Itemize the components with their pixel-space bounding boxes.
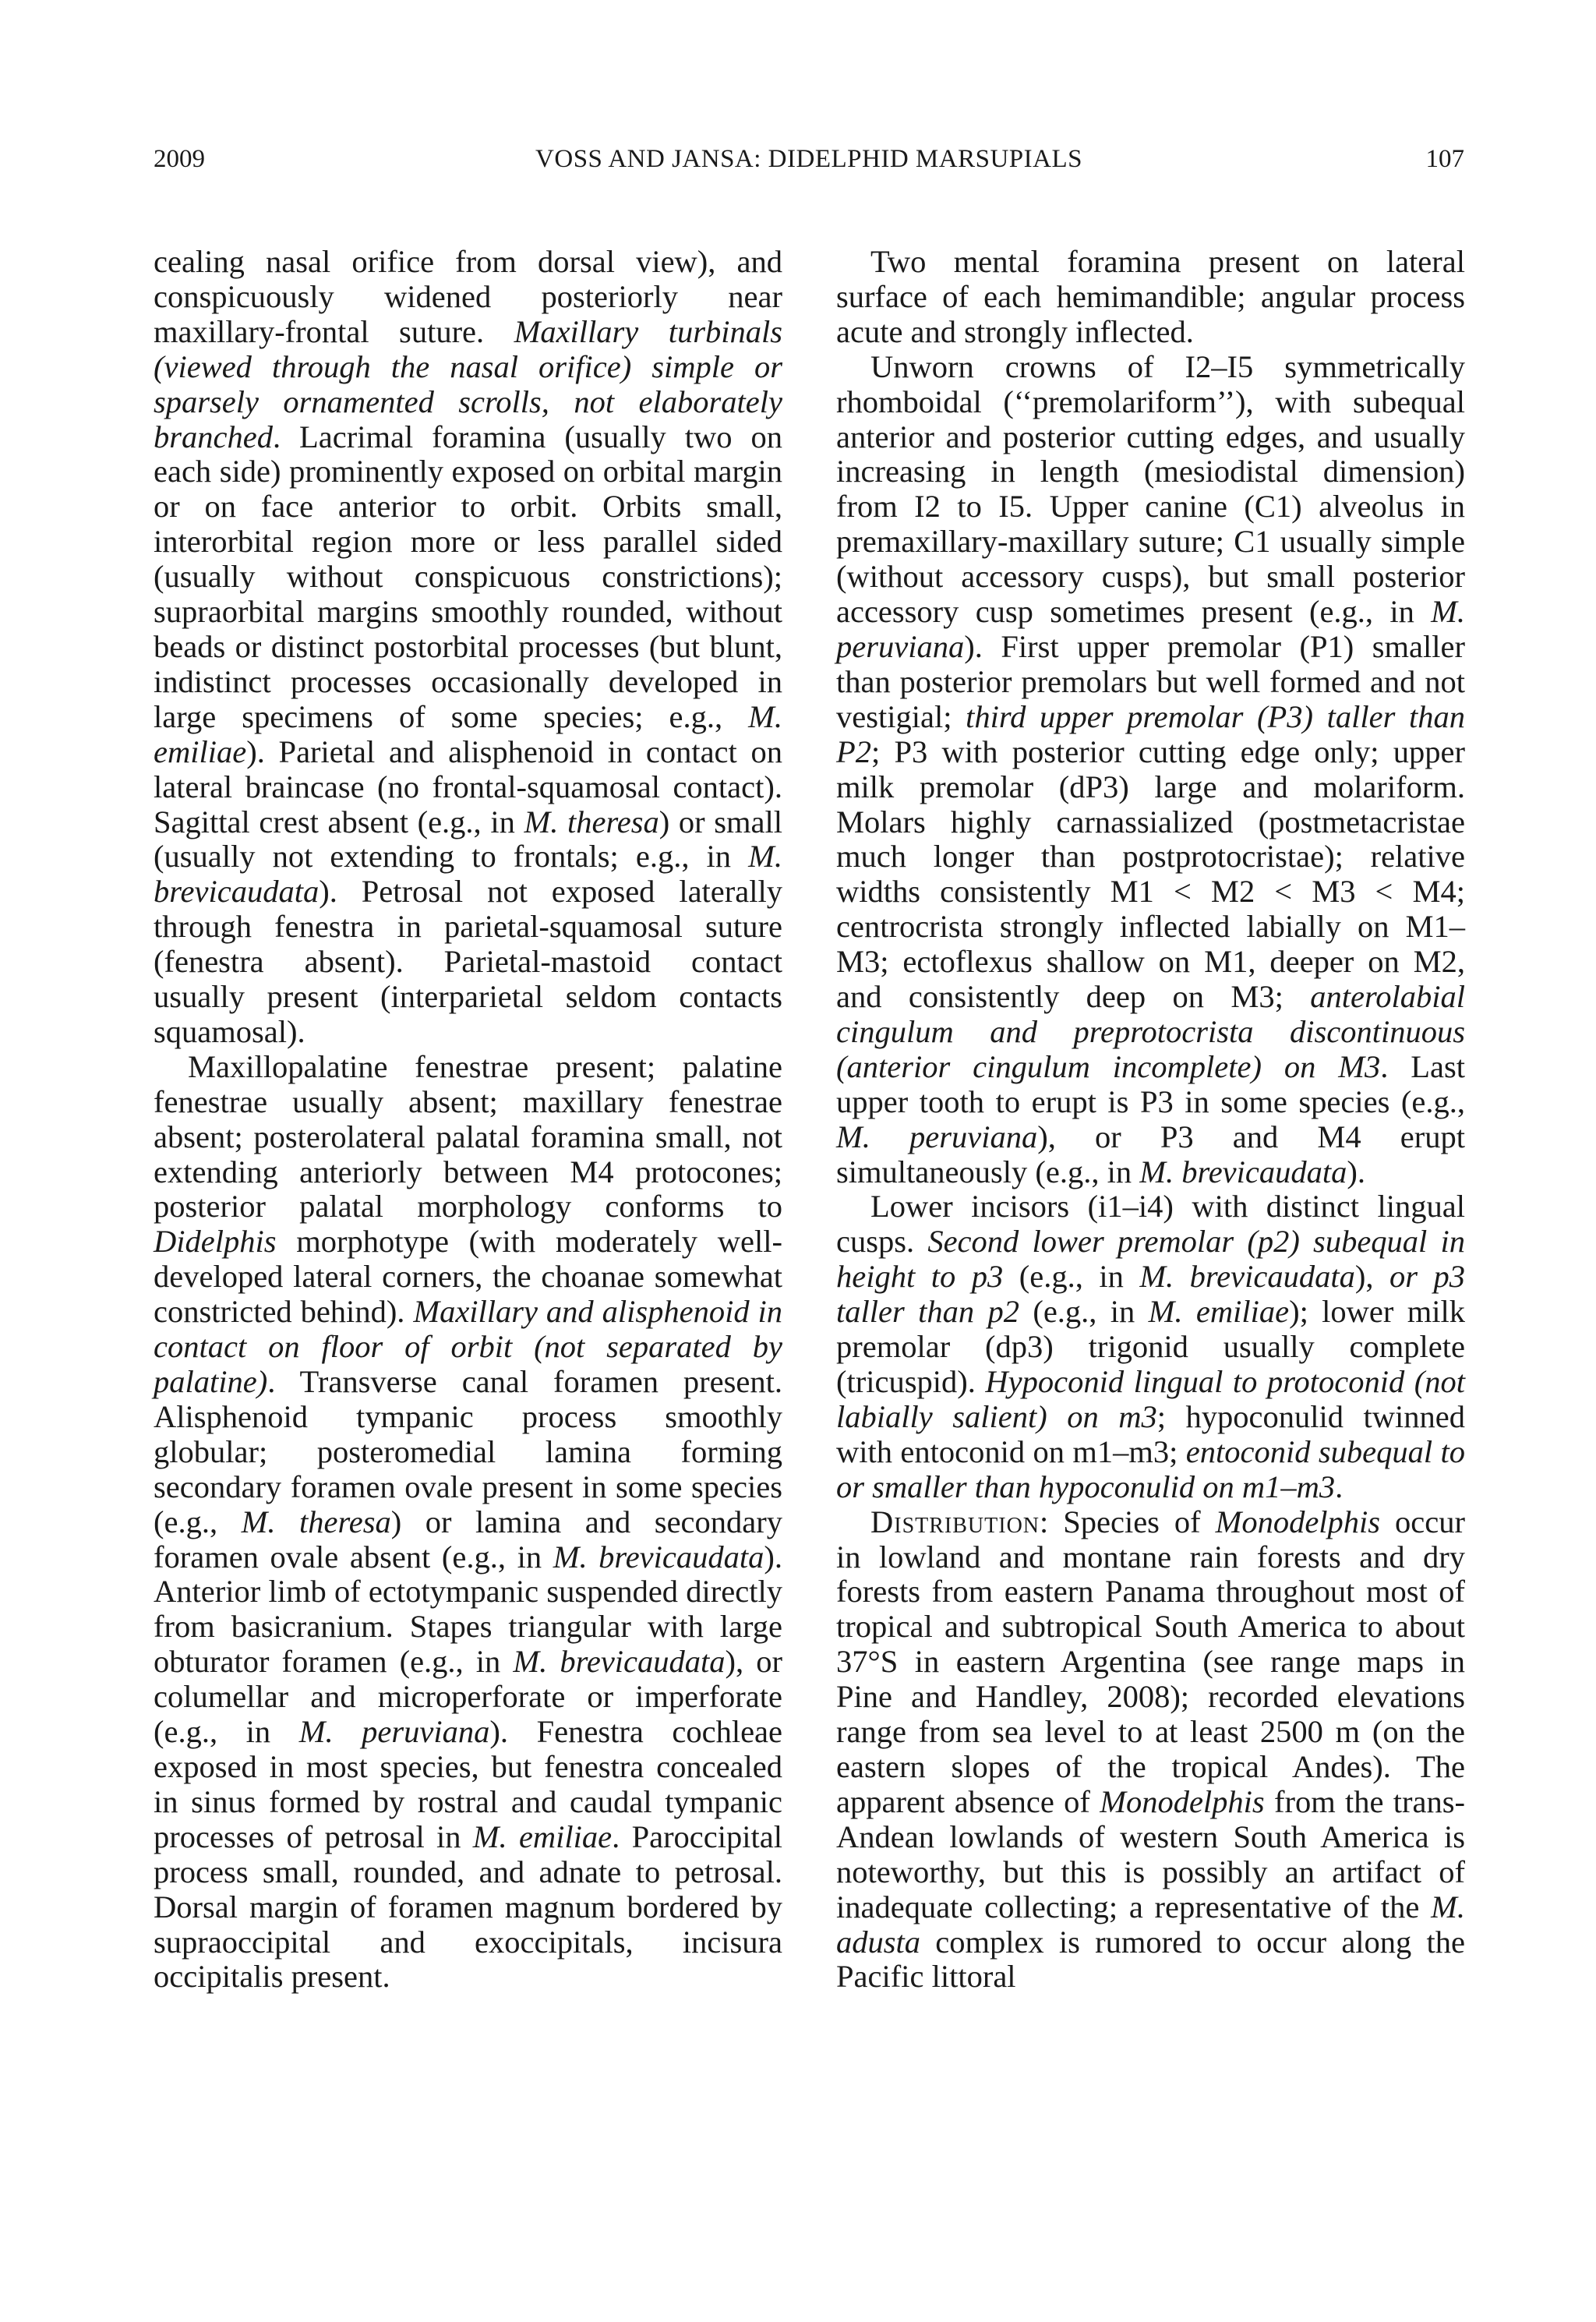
text-run: ; P3 with posterior cutting edge only; upper milk premolar (dP3) large and molariform. Molars highly carnassialized (postmetacristae much longer than postprotocristae); relative widths consistently M1 < M2 < M3 < M4; centrocrista strongly inflected labially on M1–M3; ectoflexus shallow on M1, deeper on M2, and consistently deep on M3; <box>836 733 1465 1015</box>
text-run: . Transverse canal foramen present. Alisphenoid tympanic process smoothly globular; posteromedial lamina forming secondary foramen ovale present in some species (e.g., <box>154 1364 782 1539</box>
section-heading: Distribution <box>870 1504 1040 1539</box>
italic-run: M. brevicaudata <box>553 1539 764 1575</box>
italic-run: anterolabial cingulum and preprotocrista discontinuous (anterior cingulum incomplete) on M3 <box>836 979 1465 1084</box>
text-run: (e.g., in <box>1003 1259 1140 1295</box>
italic-run: Didelphis <box>154 1224 277 1260</box>
text-run: ), or columellar and microperforate or imperforate (e.g., in <box>154 1644 782 1750</box>
italic-run: M. brevicaudata <box>513 1644 726 1680</box>
text-run: Unworn crowns of I2–I5 symmetrically rhomboidal (‘‘premolariform’’), with subequal anterior and posterior cutting edges, and usually increasing in length (mesiodistal dimension) from I2 to I5. Upper canine (C1) alveolus in premaxillary-maxillary suture; C1 usually simple (without accessory cusps), but small posterior accessory cusp sometimes present (e.g., in <box>836 348 1465 630</box>
italic-run: M. brevicaudata <box>154 839 782 910</box>
header-running-title: VOSS AND JANSA: DIDELPHID MARSUPIALS <box>535 145 1082 173</box>
text-run: occur in lowland and montane rain forests and dry forests from eastern Panama throughout most of tropical and subtropical South America to about 37°S in eastern Argentina (see range maps in Pine and Handley, 2008); recorded elevations range from sea level to at least 2500 m (on the eastern slopes of the tropical Andes). The apparent absence of <box>836 1504 1465 1819</box>
italic-run: M. brevicaudata <box>1139 1154 1347 1189</box>
paragraph-mandible <box>836 245 1465 350</box>
italic-run: third upper premolar (P3) taller than P2 <box>836 698 1465 769</box>
paragraph-distribution <box>836 1505 1465 1995</box>
text-run: ). First upper premolar (P1) smaller than posterior premolars but well formed and not vestigial; <box>836 628 1465 734</box>
italic-run: M. theresa <box>241 1504 391 1539</box>
text-run: ), <box>1354 1259 1389 1295</box>
text-run: ). Parietal and alisphenoid in contact on lateral braincase (no frontal-squamosal contact). Sagittal crest absent (e.g., in <box>154 733 782 839</box>
text-run: ). Fenestra cochleae exposed in most species, but fenestra concealed in sinus formed by rostral and caudal tympanic processes of petrosal in <box>154 1714 783 1854</box>
italic-run: M. adusta <box>836 1889 1465 1960</box>
text-run: complex is rumored to occur along the Pacific littoral <box>836 1924 1465 1995</box>
italic-run: M. peruviana <box>298 1714 490 1750</box>
italic-run: entoconid subequal to or smaller than hypoconulid on m1–m3 <box>836 1433 1466 1504</box>
right-column <box>836 245 1465 1995</box>
text-run: from the trans-Andean lowlands of western South America is noteworthy, but this is possibly an artifact of inadequate collecting; a representative of the <box>836 1783 1465 1924</box>
paragraph-upper-dentition <box>836 350 1465 1190</box>
text-run: . Paroccipital process small, rounded, and adnate to petrosal. Dorsal margin of foramen magnum bordered by supraoccipital and exoccipitals, incisura occipitalis present. <box>154 1818 782 1995</box>
italic-run: or p3 taller than p2 <box>836 1259 1465 1330</box>
text-run: Two mental foramina present on lateral surface of each hemimandible; angular process acute and strongly inflected. <box>836 244 1465 349</box>
running-header <box>154 145 1464 186</box>
text-run: . <box>1335 1468 1344 1504</box>
italic-run: Monodelphis <box>1100 1783 1265 1819</box>
text-run: ). <box>1347 1154 1366 1189</box>
text-run: Maxillopalatine fenestrae present; palatine fenestrae usually absent; maxillary fenestrae absent; posterolateral palatal foramina small, not extending anteriorly between M4 protocones; posterior palatal morphology conforms to <box>154 1048 782 1225</box>
text-run: Lower incisors (i1–i4) with distinct lingual cusps. <box>836 1189 1465 1260</box>
italic-run: M. peruviana <box>836 594 1465 664</box>
paragraph-skull-description <box>154 245 782 1050</box>
text-run: ) or small (usually not extending to frontals; e.g., in <box>154 804 782 875</box>
text-run: ), or P3 and M4 erupt simultaneously (e.g., in <box>836 1119 1465 1189</box>
italic-run: M. theresa <box>524 804 659 839</box>
italic-run: Second lower premolar (p2) subequal in height to p3 <box>836 1224 1465 1295</box>
italic-run: M. emiliae <box>154 698 782 769</box>
italic-run: Maxillary turbinals (viewed through the nasal orifice) simple or sparsely ornamented scrolls, not elaborately branched <box>154 313 782 454</box>
text-run: cealing nasal orifice from dorsal view), and conspicuously widened posteriorly near maxillary-frontal suture. <box>154 244 782 349</box>
text-run: morphotype (with moderately well-developed lateral corners, the choanae somewhat constricted behind). <box>154 1224 782 1330</box>
header-page-number: 107 <box>1425 145 1464 173</box>
header-year: 2009 <box>154 145 205 173</box>
italic-run: Hypoconid lingual to protoconid (not labially salient) on m3 <box>836 1364 1465 1434</box>
text-run: . Lacrimal foramina (usually two on each side) prominently exposed on orbital margin or on face anterior to orbit. Orbits small, interorbital region more or less parallel sided (usually without conspicuous constrictions); supraorbital margins smoothly rounded, without beads or distinct postorbital processes (but blunt, indistinct processes occasionally developed in large specimens of some species; e.g., <box>154 419 782 734</box>
paragraph-lower-dentition <box>836 1189 1465 1504</box>
text-run: (e.g., in <box>1019 1294 1149 1330</box>
paragraph-palate-basicranium <box>154 1050 782 1995</box>
italic-run: M. brevicaudata <box>1139 1259 1355 1295</box>
italic-run: M. emiliae <box>472 1818 613 1854</box>
text-run: . Last upper tooth to erupt is P3 in some species (e.g., <box>836 1048 1466 1119</box>
left-column <box>154 245 782 1995</box>
italic-run: Maxillary and alisphenoid in contact on floor of orbit (not separated by palatine) <box>154 1294 782 1399</box>
italic-run: Monodelphis <box>1215 1504 1381 1539</box>
text-run: ); lower milk premolar (dp3) trigonid usually complete (tricuspid). <box>836 1294 1466 1399</box>
text-run: : Species of <box>1040 1504 1216 1539</box>
text-run: ) or lamina and secondary foramen ovale absent (e.g., in <box>154 1504 782 1575</box>
text-run: ; hypoconulid twinned with entoconid on m1–m3; <box>836 1398 1466 1469</box>
text-run: ). Petrosal not exposed laterally through fenestra in parietal-squamosal suture (fenestra absent). Parietal-mastoid contact usually present (interparietal seldom contacts squamosal). <box>154 874 782 1049</box>
text-run: ). Anterior limb of ectotympanic suspended directly from basicranium. Stapes triangular with large obturator foramen (e.g., in <box>154 1539 782 1680</box>
italic-run: M. emiliae <box>1148 1294 1290 1330</box>
italic-run: M. peruviana <box>836 1119 1038 1154</box>
